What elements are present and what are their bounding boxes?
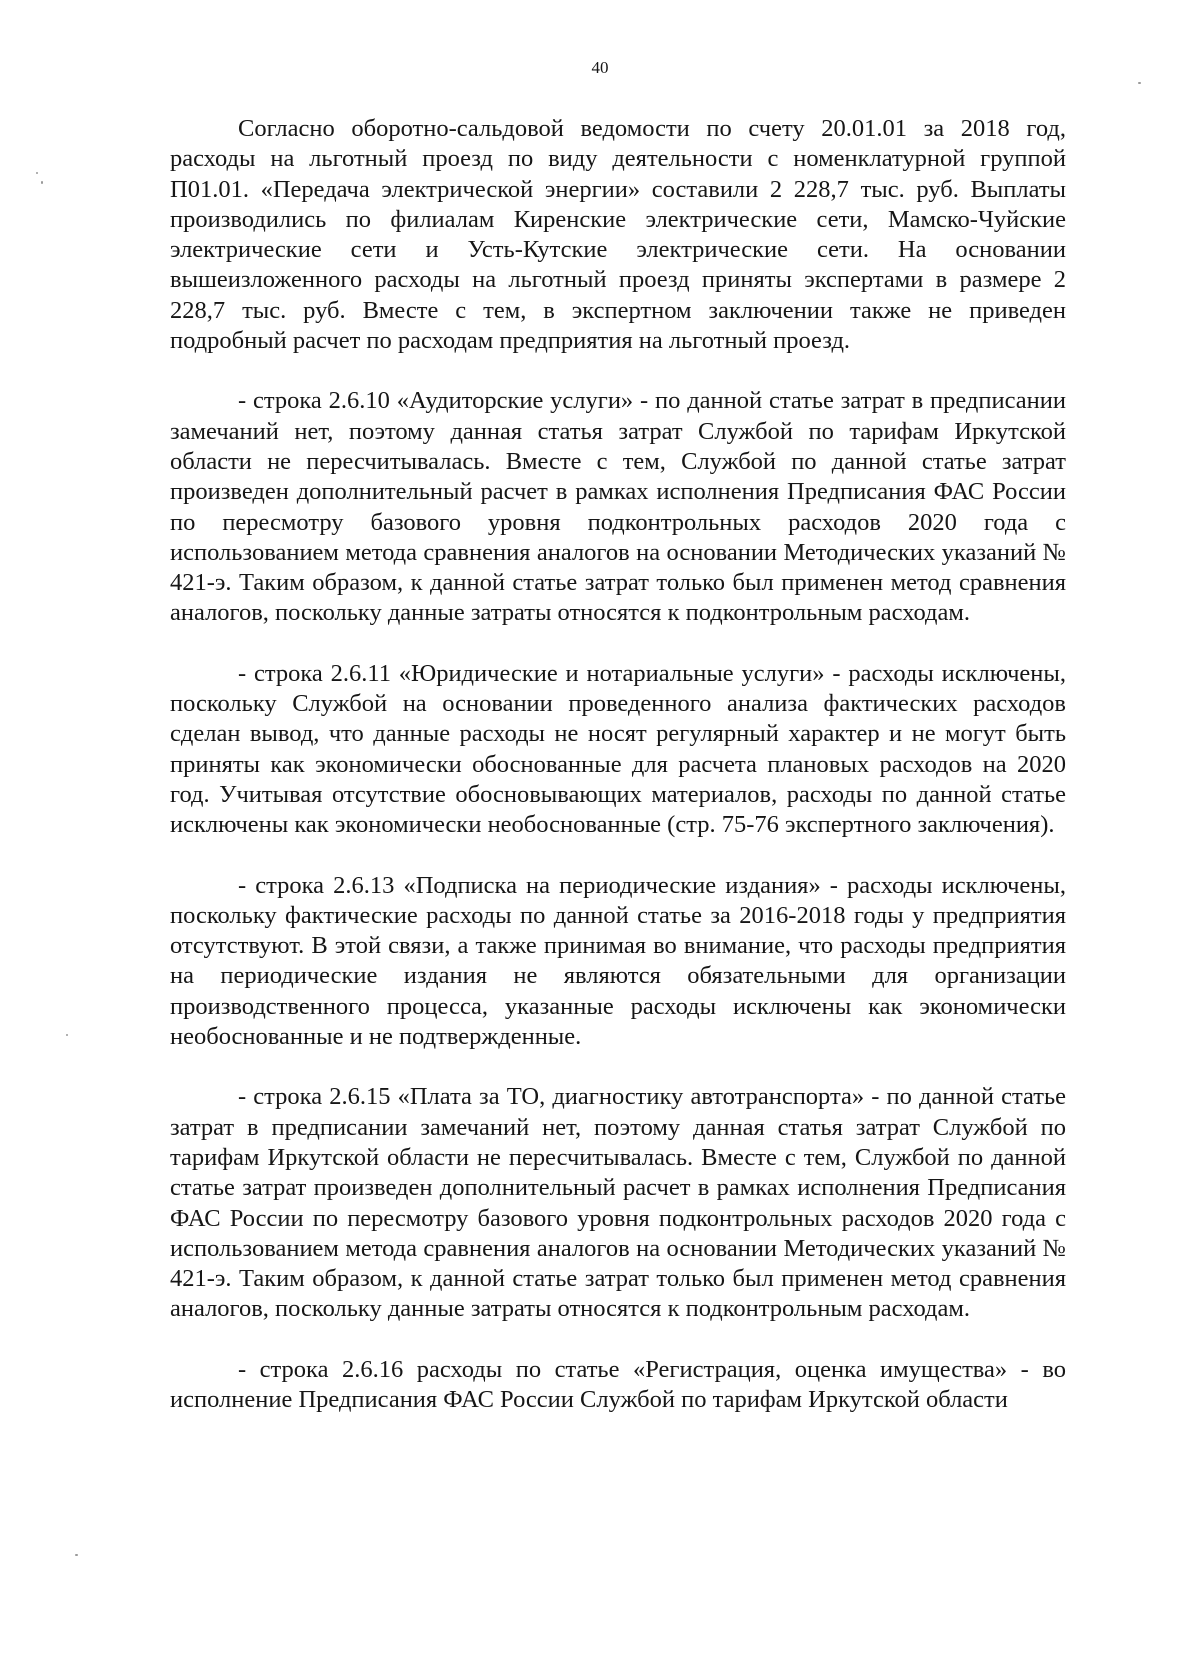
scan-speck	[75, 1554, 78, 1556]
page-number: 40	[591, 58, 609, 77]
paragraph-line-2-6-10: - строка 2.6.10 «Аудиторские услуги» - по данной статье затрат в предписании замечаний нет, поэтому данная статья затрат Службой по тарифам Иркутской области не пересчитывалась. Вместе с тем, Службой по данной статье затрат произведен дополнительный расчет в рамках исполнения Предписания ФАС России по пересмотру базового уровня подконтрольных расходов 2020 года с использованием метода сравнения аналогов на основании Методических указаний № 421-э. Таким образом, к данной статье затрат только был применен метод сравнения аналогов, поскольку данные затраты относятся к подконтрольным расходам.	[170, 387, 1066, 627]
paragraph-line-2-6-11: - строка 2.6.11 «Юридические и нотариальные услуги» - расходы исключены, поскольку Службой на основании проведенного анализа фактических расходов сделан вывод, что данные расходы не носят регулярный характер и не могут быть приняты как экономически обоснованные для расчета плановых расходов на 2020 год. Учитывая отсутствие обосновывающих материалов, расходы по данной статье исключены как экономически необоснованные (стр. 75-76 экспертного заключения).	[170, 659, 1066, 839]
scan-speck	[66, 1034, 68, 1036]
scan-speck	[1138, 82, 1141, 84]
scan-speck	[36, 172, 38, 174]
paragraph-line-2-6-15: - строка 2.6.15 «Плата за ТО, диагностику автотранспорта» - по данной статье затрат в предписании замечаний нет, поэтому данная статья затрат Службой по тарифам Иркутской области не пересчитывалась. Вместе с тем, Службой по данной статье затрат произведен дополнительный расчет в рамках исполнения Предписания ФАС России по пересмотру базового уровня подконтрольных расходов 2020 года с использованием метода сравнения аналогов на основании Методических указаний № 421-э. Таким образом, к данной статье затрат только был применен метод сравнения аналогов, поскольку данные затраты относятся к подконтрольным расходам.	[170, 1083, 1066, 1323]
paragraph-line-2-6-13: - строка 2.6.13 «Подписка на периодические издания» - расходы исключены, поскольку фактические расходы по данной статье за 2016-2018 годы у предприятия отсутствуют. В этой связи, а также принимая во внимание, что расходы предприятия на периодические издания не являются обязательными для организации производственного процесса, указанные расходы исключены как экономически необоснованные и не подтвержденные.	[170, 871, 1066, 1051]
paragraph-spacer	[170, 841, 1066, 871]
document-body	[170, 114, 1066, 1415]
paragraph-spacer	[170, 356, 1066, 386]
paragraph-line-2-6-16: - строка 2.6.16 расходы по статье «Регистрация, оценка имущества» - во исполнение Предписания ФАС России Службой по тарифам Иркутской области	[170, 1355, 1066, 1413]
scan-speck	[41, 181, 43, 184]
paragraph-spacer	[170, 1325, 1066, 1355]
paragraph-travel-expenses: Согласно оборотно-сальдовой ведомости по счету 20.01.01 за 2018 год, расходы на льготный проезд по виду деятельности с номенклатурной группой П01.01. «Передача электрической энергии» составили 2 228,7 тыс. руб. Выплаты производились по филиалам Киренские электрические сети, Мамско-Чуйские электрические сети и Усть-Кутские электрические сети. На основании вышеизложенного расходы на льготный проезд приняты экспертами в размере 2 228,7 тыс. руб. Вместе с тем, в экспертном заключении также не приведен подробный расчет по расходам предприятия на льготный проезд.	[170, 115, 1066, 355]
paragraph-spacer	[170, 629, 1066, 659]
paragraph-spacer	[170, 1052, 1066, 1082]
